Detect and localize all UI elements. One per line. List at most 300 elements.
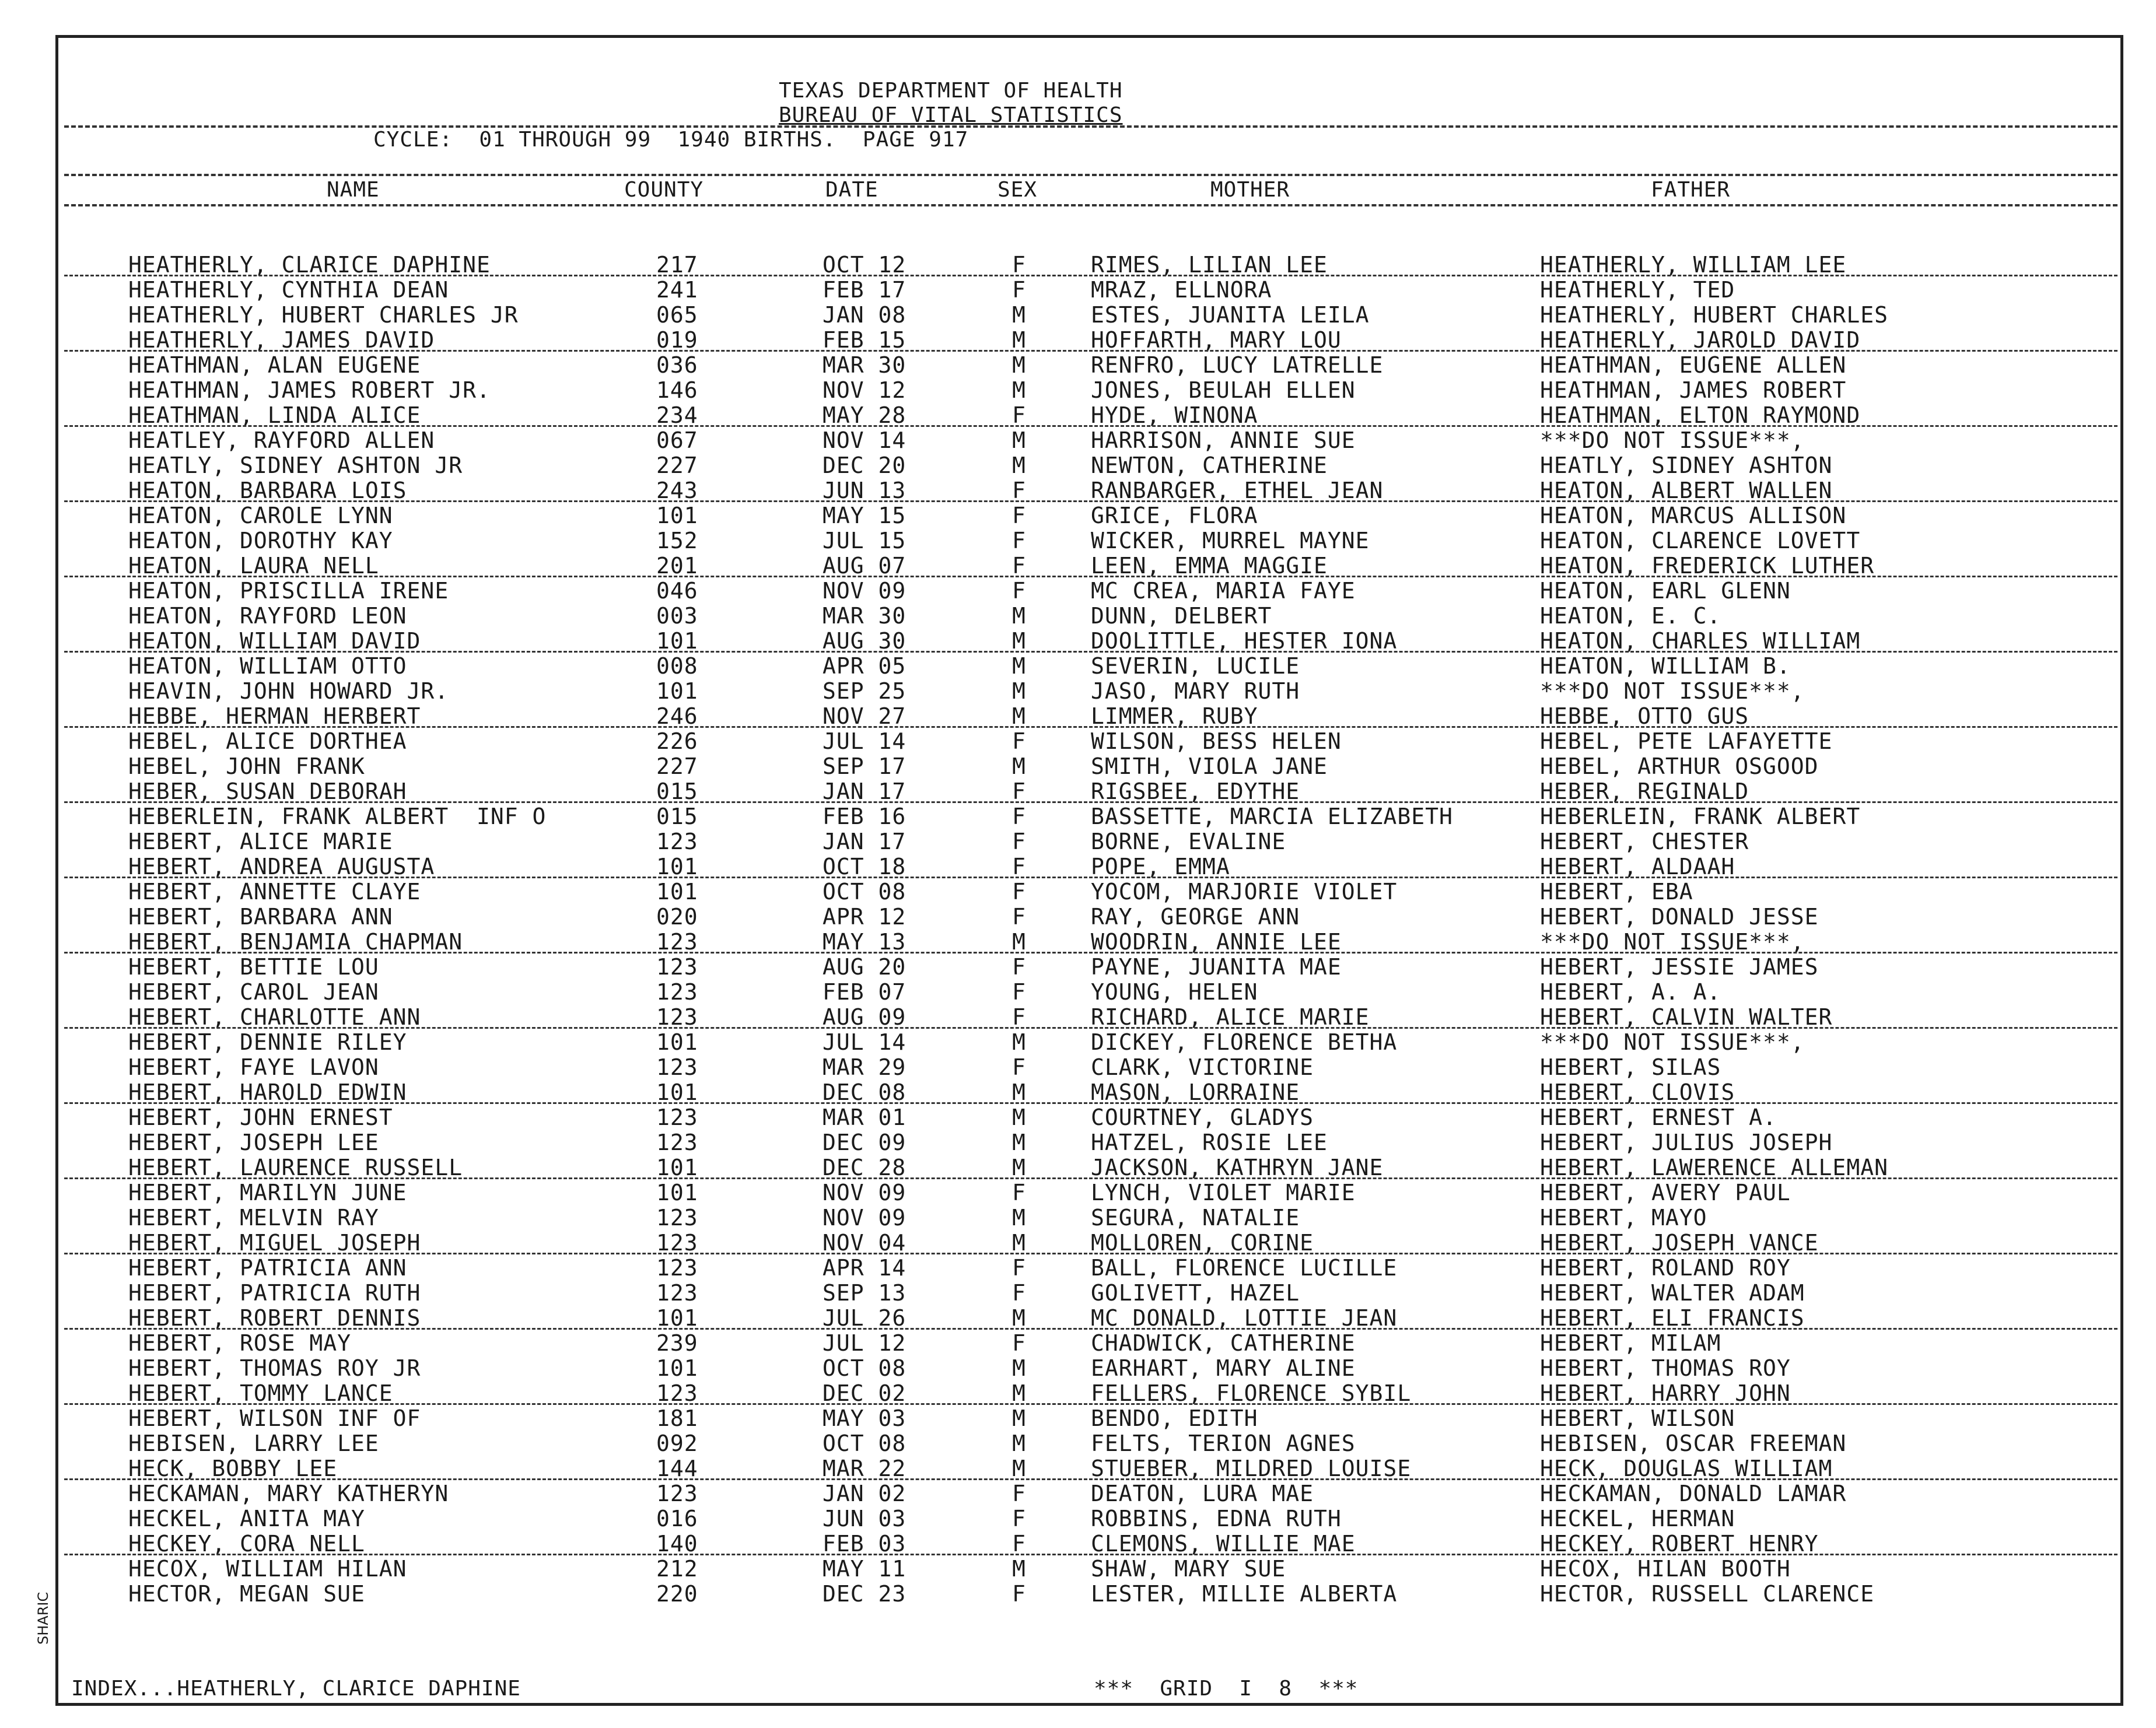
cell-mother: CLARK, VICTORINE [1091,1054,1314,1080]
cell-sex: F [1012,979,1026,1005]
cell-date: JUL 14 [822,1029,907,1055]
cell-sex: F [1012,1280,1026,1306]
cell-county: 123 [656,1230,698,1256]
cell-name: HEATHERLY, JAMES DAVID [128,327,435,353]
cell-father: HECOX, HILAN BOOTH [1540,1556,1791,1582]
table-row [0,1331,2156,1356]
cell-county: 123 [656,829,698,854]
cell-sex: M [1012,703,1026,729]
cell-name: HEATHMAN, JAMES ROBERT JR. [128,377,491,403]
cell-date: AUG 20 [822,954,907,980]
cell-county: 101 [656,879,698,905]
cell-date: MAR 30 [822,352,907,378]
cell-mother: FELLERS, FLORENCE SYBIL [1091,1380,1412,1406]
cell-mother: BORNE, EVALINE [1091,829,1286,854]
cell-mother: JASO, MARY RUTH [1091,678,1300,704]
row-separator [64,1102,2118,1104]
cell-date: FEB 17 [822,277,907,303]
cell-sex: F [1012,1531,1026,1557]
cell-sex: F [1012,829,1026,854]
cell-mother: GOLIVETT, HAZEL [1091,1280,1300,1306]
cell-name: HEBERT, LAURENCE RUSSELL [128,1155,463,1180]
cell-name: HEATHMAN, LINDA ALICE [128,402,421,428]
cell-date: MAY 15 [822,503,907,528]
cell-mother: JONES, BEULAH ELLEN [1091,377,1356,403]
cell-father: HEATHERLY, HUBERT CHARLES [1540,302,1888,328]
table-row [0,278,2156,303]
cell-name: HEBERT, ANNETTE CLAYE [128,879,421,905]
row-separator [64,1027,2118,1029]
cell-mother: BENDO, EDITH [1091,1405,1258,1431]
cell-name: HEBERT, BENJAMIA CHAPMAN [128,929,463,955]
row-separator [64,651,2118,653]
table-row [0,503,2156,528]
cell-date: OCT 08 [822,1431,907,1456]
cell-name: HEBEL, JOHN FRANK [128,753,365,779]
cell-name: HEBERT, WILSON INF OF [128,1405,421,1431]
cell-father: HEBERT, JESSIE JAMES [1540,954,1819,980]
table-row [0,854,2156,879]
cell-name: HEATON, RAYFORD LEON [128,603,407,629]
table-row [0,980,2156,1005]
cell-county: 243 [656,478,698,503]
table-row [0,654,2156,679]
col-header-date: DATE [825,178,878,202]
cell-sex: F [1012,1255,1026,1281]
cell-name: HEBERT, JOSEPH LEE [128,1130,379,1155]
side-mark: SHARIC [35,1592,51,1645]
cell-name: HEATON, WILLIAM DAVID [128,628,421,654]
cell-mother: FELTS, TERION AGNES [1091,1431,1356,1456]
cell-father: ***DO NOT ISSUE***, [1540,427,1805,453]
cell-mother: RANBARGER, ETHEL JEAN [1091,478,1384,503]
cell-father: HEBERT, WALTER ADAM [1540,1280,1805,1306]
row-separator [64,952,2118,954]
cell-name: HEBERT, BETTIE LOU [128,954,379,980]
cell-mother: RIMES, LILIAN LEE [1091,252,1328,278]
cell-county: 015 [656,779,698,804]
cell-father: HECK, DOUGLAS WILLIAM [1540,1456,1833,1481]
cell-name: HEBERT, ANDREA AUGUSTA [128,854,435,879]
cell-county: 101 [656,1029,698,1055]
agency-title: TEXAS DEPARTMENT OF HEALTH [779,79,1123,103]
table-row [0,604,2156,629]
cell-mother: ESTES, JUANITA LEILA [1091,302,1370,328]
cell-county: 152 [656,528,698,553]
cell-father: HEATHERLY, TED [1540,277,1735,303]
cell-mother: RAY, GEORGE ANN [1091,904,1300,930]
cell-mother: ROBBINS, EDNA RUTH [1091,1506,1342,1531]
table-row [0,829,2156,854]
cell-sex: F [1012,1054,1026,1080]
cell-father: HEBISEN, OSCAR FREEMAN [1540,1431,1847,1456]
row-separator [64,1554,2118,1555]
cell-date: OCT 08 [822,879,907,905]
cell-date: NOV 09 [822,578,907,604]
cell-sex: F [1012,528,1026,553]
cell-name: HEATHERLY, CLARICE DAPHINE [128,252,491,278]
cell-date: JUL 12 [822,1330,907,1356]
cell-name: HECK, BOBBY LEE [128,1456,338,1481]
cell-sex: F [1012,1004,1026,1030]
cell-date: OCT 12 [822,252,907,278]
cell-father: HEBERT, CHESTER [1540,829,1749,854]
cell-mother: YOCOM, MARJORIE VIOLET [1091,879,1398,905]
cell-county: 016 [656,1506,698,1531]
table-row [0,804,2156,829]
cell-date: SEP 17 [822,753,907,779]
table-row [0,1406,2156,1431]
col-header-father: FATHER [1651,178,1731,202]
cell-name: HEBERT, MELVIN RAY [128,1205,379,1231]
cell-name: HEATHERLY, CYNTHIA DEAN [128,277,449,303]
cell-date: AUG 09 [822,1004,907,1030]
cell-father: ***DO NOT ISSUE***, [1540,1029,1805,1055]
cell-father: HEATHERLY, JAROLD DAVID [1540,327,1861,353]
cell-mother: GRICE, FLORA [1091,503,1258,528]
cell-father: HEBERT, HARRY JOHN [1540,1380,1791,1406]
cell-name: HECKAMAN, MARY KATHERYN [128,1481,449,1506]
cell-county: 123 [656,954,698,980]
row-separator [64,576,2118,577]
cell-father: HEBERT, AVERY PAUL [1540,1180,1791,1205]
cell-date: DEC 08 [822,1079,907,1105]
cell-county: 101 [656,854,698,879]
cell-sex: M [1012,377,1026,403]
cell-father: HEATON, CLARENCE LOVETT [1540,528,1861,553]
cell-date: NOV 14 [822,427,907,453]
cell-sex: M [1012,753,1026,779]
table-row [0,1306,2156,1331]
cell-sex: M [1012,1355,1026,1381]
cell-name: HEBERT, HAROLD EDWIN [128,1079,407,1105]
cell-name: HEAVIN, JOHN HOWARD JR. [128,678,449,704]
table-row [0,553,2156,579]
cell-county: 067 [656,427,698,453]
cell-date: FEB 07 [822,979,907,1005]
cell-county: 181 [656,1405,698,1431]
cell-sex: M [1012,1380,1026,1406]
cell-father: HEBERT, ERNEST A. [1540,1105,1777,1130]
cell-father: HEATLY, SIDNEY ASHTON [1540,453,1833,478]
cell-name: HEBERT, TOMMY LANCE [128,1380,393,1406]
cell-county: 101 [656,1155,698,1180]
cell-date: SEP 13 [822,1280,907,1306]
cell-county: 123 [656,1130,698,1155]
cell-sex: F [1012,854,1026,879]
cell-name: HEBERT, MIGUEL JOSEPH [128,1230,421,1256]
cell-sex: F [1012,904,1026,930]
cell-date: NOV 12 [822,377,907,403]
cell-mother: DUNN, DELBERT [1091,603,1272,629]
cell-date: AUG 07 [822,553,907,579]
cell-name: HEBISEN, LARRY LEE [128,1431,379,1456]
cell-date: DEC 23 [822,1581,907,1607]
table-row [0,1356,2156,1381]
cell-name: HEBERT, THOMAS ROY JR [128,1355,421,1381]
cell-name: HEBBE, HERMAN HERBERT [128,703,421,729]
cell-mother: BASSETTE, MARCIA ELIZABETH [1091,804,1453,829]
cell-father: HECKEY, ROBERT HENRY [1540,1531,1819,1557]
cell-date: MAY 11 [822,1556,907,1582]
table-row [0,955,2156,980]
table-row [0,1055,2156,1080]
cell-mother: SEGURA, NATALIE [1091,1205,1300,1231]
cell-name: HEBERT, ROBERT DENNIS [128,1305,421,1331]
cell-mother: MOLLOREN, CORINE [1091,1230,1314,1256]
cell-father: HEBEL, PETE LAFAYETTE [1540,728,1833,754]
cell-county: 101 [656,678,698,704]
cell-mother: CHADWICK, CATHERINE [1091,1330,1356,1356]
cell-mother: RENFRO, LUCY LATRELLE [1091,352,1384,378]
cell-father: HEBERT, ROLAND ROY [1540,1255,1791,1281]
cell-mother: WICKER, MURREL MAYNE [1091,528,1370,553]
row-separator [64,1328,2118,1330]
row-separator [64,425,2118,427]
cell-sex: F [1012,578,1026,604]
cell-sex: F [1012,1581,1026,1607]
cell-mother: EARHART, MARY ALINE [1091,1355,1356,1381]
cell-father: HEBEL, ARTHUR OSGOOD [1540,753,1819,779]
cell-county: 241 [656,277,698,303]
cell-name: HEBERT, PATRICIA RUTH [128,1280,421,1306]
cell-name: HEATON, BARBARA LOIS [128,478,407,503]
table-row [0,1481,2156,1506]
cell-date: DEC 28 [822,1155,907,1180]
cell-county: 020 [656,904,698,930]
cell-date: SEP 25 [822,678,907,704]
cell-county: 046 [656,578,698,604]
cell-sex: M [1012,1130,1026,1155]
cell-father: HEATHMAN, JAMES ROBERT [1540,377,1847,403]
cell-sex: M [1012,1029,1026,1055]
cell-mother: WOODRIN, ANNIE LEE [1091,929,1342,955]
cell-sex: M [1012,1556,1026,1582]
cell-date: MAY 03 [822,1405,907,1431]
cell-county: 212 [656,1556,698,1582]
cell-sex: F [1012,1180,1026,1205]
cell-mother: MASON, LORRAINE [1091,1079,1300,1105]
cell-county: 123 [656,1280,698,1306]
bureau-title: BUREAU OF VITAL STATISTICS [779,103,1123,127]
cell-mother: BALL, FLORENCE LUCILLE [1091,1255,1398,1281]
cell-father: HEBERT, THOMAS ROY [1540,1355,1791,1381]
table-row [0,704,2156,729]
cell-father: HEATHMAN, EUGENE ALLEN [1540,352,1847,378]
cell-date: FEB 03 [822,1531,907,1557]
table-row [0,579,2156,604]
cell-date: JUN 13 [822,478,907,503]
cell-mother: LEEN, EMMA MAGGIE [1091,553,1328,579]
cell-sex: M [1012,653,1026,679]
table-row [0,303,2156,328]
cell-mother: HARRISON, ANNIE SUE [1091,427,1356,453]
cell-county: 008 [656,653,698,679]
table-row [0,930,2156,955]
cell-county: 140 [656,1531,698,1557]
cell-sex: F [1012,252,1026,278]
cell-sex: M [1012,628,1026,654]
cell-father: HEBERT, LAWERENCE ALLEMAN [1540,1155,1888,1180]
cell-date: MAR 29 [822,1054,907,1080]
cell-name: HEBERT, DENNIE RILEY [128,1029,407,1055]
cell-father: HEBERT, DONALD JESSE [1540,904,1819,930]
table-row [0,1281,2156,1306]
table-row [0,1180,2156,1205]
cell-county: 019 [656,327,698,353]
cell-date: OCT 08 [822,1355,907,1381]
cell-mother: JACKSON, KATHRYN JANE [1091,1155,1384,1180]
table-row [0,1256,2156,1281]
cell-name: HEATON, PRISCILLA IRENE [128,578,449,604]
cell-county: 217 [656,252,698,278]
cell-sex: M [1012,1155,1026,1180]
cell-sex: F [1012,503,1026,528]
cell-date: APR 12 [822,904,907,930]
cell-date: NOV 04 [822,1230,907,1256]
cell-father: HEBERT, MILAM [1540,1330,1721,1356]
cell-date: MAR 30 [822,603,907,629]
cell-name: HEATON, WILLIAM OTTO [128,653,407,679]
cell-father: HEBERT, JULIUS JOSEPH [1540,1130,1833,1155]
cell-mother: DEATON, LURA MAE [1091,1481,1314,1506]
cell-sex: F [1012,1506,1026,1531]
table-row [0,478,2156,503]
table-row [0,1456,2156,1481]
cell-county: 123 [656,979,698,1005]
cell-father: HECKEL, HERMAN [1540,1506,1735,1531]
cell-county: 227 [656,753,698,779]
table-row [0,253,2156,278]
cell-name: HEBERT, MARILYN JUNE [128,1180,407,1205]
cell-father: HEBERT, JOSEPH VANCE [1540,1230,1819,1256]
cell-mother: COURTNEY, GLADYS [1091,1105,1314,1130]
cell-father: HEATON, MARCUS ALLISON [1540,503,1847,528]
row-separator [64,1177,2118,1179]
cell-mother: SEVERIN, LUCILE [1091,653,1300,679]
cell-sex: F [1012,553,1026,579]
table-row [0,1005,2156,1030]
cell-name: HECTOR, MEGAN SUE [128,1581,365,1607]
cell-date: NOV 09 [822,1205,907,1231]
cell-sex: M [1012,327,1026,353]
cell-mother: LIMMER, RUBY [1091,703,1258,729]
cell-mother: POPE, EMMA [1091,854,1230,879]
table-row [0,428,2156,453]
cell-sex: M [1012,453,1026,478]
cell-county: 101 [656,628,698,654]
cell-name: HECKEL, ANITA MAY [128,1506,365,1531]
cell-date: JAN 17 [822,829,907,854]
cell-county: 201 [656,553,698,579]
row-separator [64,1403,2118,1405]
cell-name: HEBERT, ALICE MARIE [128,829,393,854]
table-row [0,1506,2156,1531]
cell-date: MAY 13 [822,929,907,955]
cell-sex: M [1012,1230,1026,1256]
cell-father: HEBBE, OTTO GUS [1540,703,1749,729]
cell-name: HECOX, WILLIAM HILAN [128,1556,407,1582]
cell-county: 101 [656,1079,698,1105]
cell-name: HEATHMAN, ALAN EUGENE [128,352,421,378]
cell-county: 101 [656,503,698,528]
cell-sex: M [1012,352,1026,378]
cell-county: 123 [656,1004,698,1030]
cell-father: HEATON, EARL GLENN [1540,578,1791,604]
cell-mother: CLEMONS, WILLIE MAE [1091,1531,1356,1557]
cell-sex: M [1012,1456,1026,1481]
cell-sex: M [1012,603,1026,629]
cell-mother: DICKEY, FLORENCE BETHA [1091,1029,1398,1055]
cell-date: JUL 15 [822,528,907,553]
cell-mother: RICHARD, ALICE MARIE [1091,1004,1370,1030]
cell-sex: F [1012,954,1026,980]
cell-county: 144 [656,1456,698,1481]
cell-sex: M [1012,929,1026,955]
cell-name: HECKEY, CORA NELL [128,1531,365,1557]
cell-father: HEATON, CHARLES WILLIAM [1540,628,1861,654]
cell-county: 123 [656,1481,698,1506]
cell-name: HEATON, CAROLE LYNN [128,503,393,528]
col-header-sex: SEX [998,178,1038,202]
cell-county: 234 [656,402,698,428]
cell-father: HEBERT, SILAS [1540,1054,1721,1080]
cell-name: HEBERT, JOHN ERNEST [128,1105,393,1130]
cell-date: FEB 15 [822,327,907,353]
cell-father: ***DO NOT ISSUE***, [1540,929,1805,955]
cell-name: HEBERT, ROSE MAY [128,1330,352,1356]
cell-name: HEBERT, CHARLOTTE ANN [128,1004,421,1030]
cell-name: HEBERT, PATRICIA ANN [128,1255,407,1281]
cell-name: HEATLY, SIDNEY ASHTON JR [128,453,463,478]
cell-date: JUL 14 [822,728,907,754]
cell-name: HEATLEY, RAYFORD ALLEN [128,427,435,453]
cell-father: HEBERT, CLOVIS [1540,1079,1735,1105]
cell-father: HEATON, WILLIAM B. [1540,653,1791,679]
cell-father: HEATON, ALBERT WALLEN [1540,478,1833,503]
cell-date: OCT 18 [822,854,907,879]
cell-father: HEATHERLY, WILLIAM LEE [1540,252,1847,278]
cell-county: 036 [656,352,698,378]
cell-county: 123 [656,1105,698,1130]
cell-mother: DOOLITTLE, HESTER IONA [1091,628,1398,654]
cell-father: HEBERT, ALDAAH [1540,854,1735,879]
table-row [0,779,2156,804]
row-separator [64,726,2118,728]
cell-sex: F [1012,728,1026,754]
cell-name: HEATHERLY, HUBERT CHARLES JR [128,302,519,328]
cell-sex: F [1012,1481,1026,1506]
cell-father: ***DO NOT ISSUE***, [1540,678,1805,704]
cell-mother: LYNCH, VIOLET MARIE [1091,1180,1356,1205]
cell-sex: F [1012,779,1026,804]
cell-sex: M [1012,1431,1026,1456]
cell-name: HEBERLEIN, FRANK ALBERT INF O [128,804,547,829]
cell-date: JUN 03 [822,1506,907,1531]
cell-sex: M [1012,302,1026,328]
cell-county: 101 [656,1305,698,1331]
cell-county: 123 [656,1255,698,1281]
table-row [0,1205,2156,1231]
cell-date: AUG 30 [822,628,907,654]
cell-mother: MRAZ, ELLNORA [1091,277,1272,303]
cell-county: 003 [656,603,698,629]
cell-sex: F [1012,478,1026,503]
cell-date: DEC 02 [822,1380,907,1406]
cycle-line: CYCLE: 01 THROUGH 99 1940 BIRTHS. PAGE 917 [373,128,969,152]
cell-sex: M [1012,427,1026,453]
cell-father: HEBERT, A. A. [1540,979,1721,1005]
